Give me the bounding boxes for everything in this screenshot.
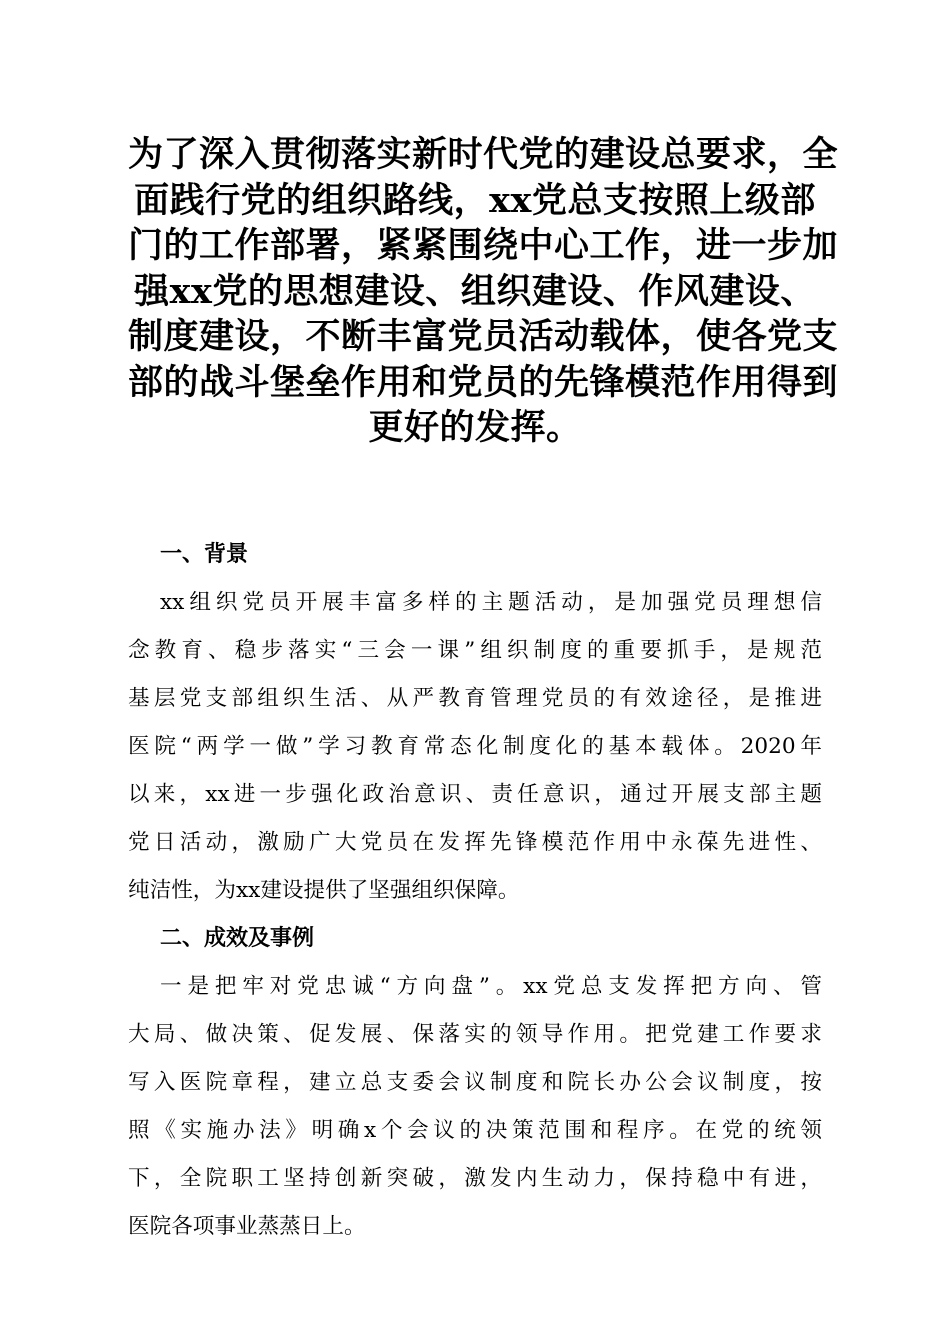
- paragraph-line: 大局、做决策、促发展、保落实的领导作用。把党建工作要求: [128, 1021, 822, 1047]
- title-line: 制度建设，不断丰富党员活动载体，使各党支: [128, 316, 839, 357]
- paragraph-line: 写入医院章程，建立总支委会议制度和院长办公会议制度，按: [128, 1069, 822, 1095]
- paragraph-line: 纯洁性，为xx建设提供了坚强组织保障。: [128, 877, 520, 903]
- title-line: 门的工作部署，紧紧围绕中心工作，进一步加: [128, 225, 839, 266]
- paragraph-line: 医院各项事业蒸蒸日上。: [128, 1213, 366, 1239]
- section-heading: 一、背景: [160, 541, 249, 567]
- title-line: 为了深入贯彻落实新时代党的建设总要求，全: [128, 134, 839, 175]
- section-background: [128, 531, 822, 1251]
- section-paragraph: [128, 579, 822, 915]
- section-paragraph: [128, 963, 822, 1251]
- paragraph-line: xx组织党员开展丰富多样的主题活动，是加强党员理想信: [160, 589, 822, 615]
- title-line: 强xx党的思想建设、组织建设、作风建设、: [134, 270, 816, 312]
- paragraph-line: 党日活动，激励广大党员在发挥先锋模范作用中永葆先进性、: [128, 829, 822, 855]
- paragraph-line: 基层党支部组织生活、从严教育管理党员的有效途径，是推进: [128, 685, 822, 711]
- paragraph-line: 下，全院职工坚持创新突破，激发内生动力，保持稳中有进，: [128, 1165, 822, 1191]
- paragraph-line: 念教育、稳步落实“三会一课”组织制度的重要抓手，是规范: [128, 637, 822, 663]
- document-title: [128, 132, 839, 451]
- section-heading: 二、成效及事例: [160, 925, 315, 951]
- paragraph-line: 以来，xx进一步强化政治意识、责任意识，通过开展支部主题: [128, 781, 822, 807]
- paragraph-line: 照《实施办法》明确x个会议的决策范围和程序。在党的统领: [128, 1117, 822, 1143]
- title-line: 更好的发挥。: [368, 407, 582, 448]
- title-line: 部的战斗堡垒作用和党员的先锋模范作用得到: [128, 361, 839, 403]
- title-line: 面践行党的组织路线，xx党总支按照上级部: [134, 179, 816, 221]
- paragraph-line: 医院“两学一做”学习教育常态化制度化的基本载体。2020年: [128, 733, 822, 759]
- paragraph-line: 一是把牢对党忠诚“方向盘”。xx党总支发挥把方向、管: [160, 973, 822, 999]
